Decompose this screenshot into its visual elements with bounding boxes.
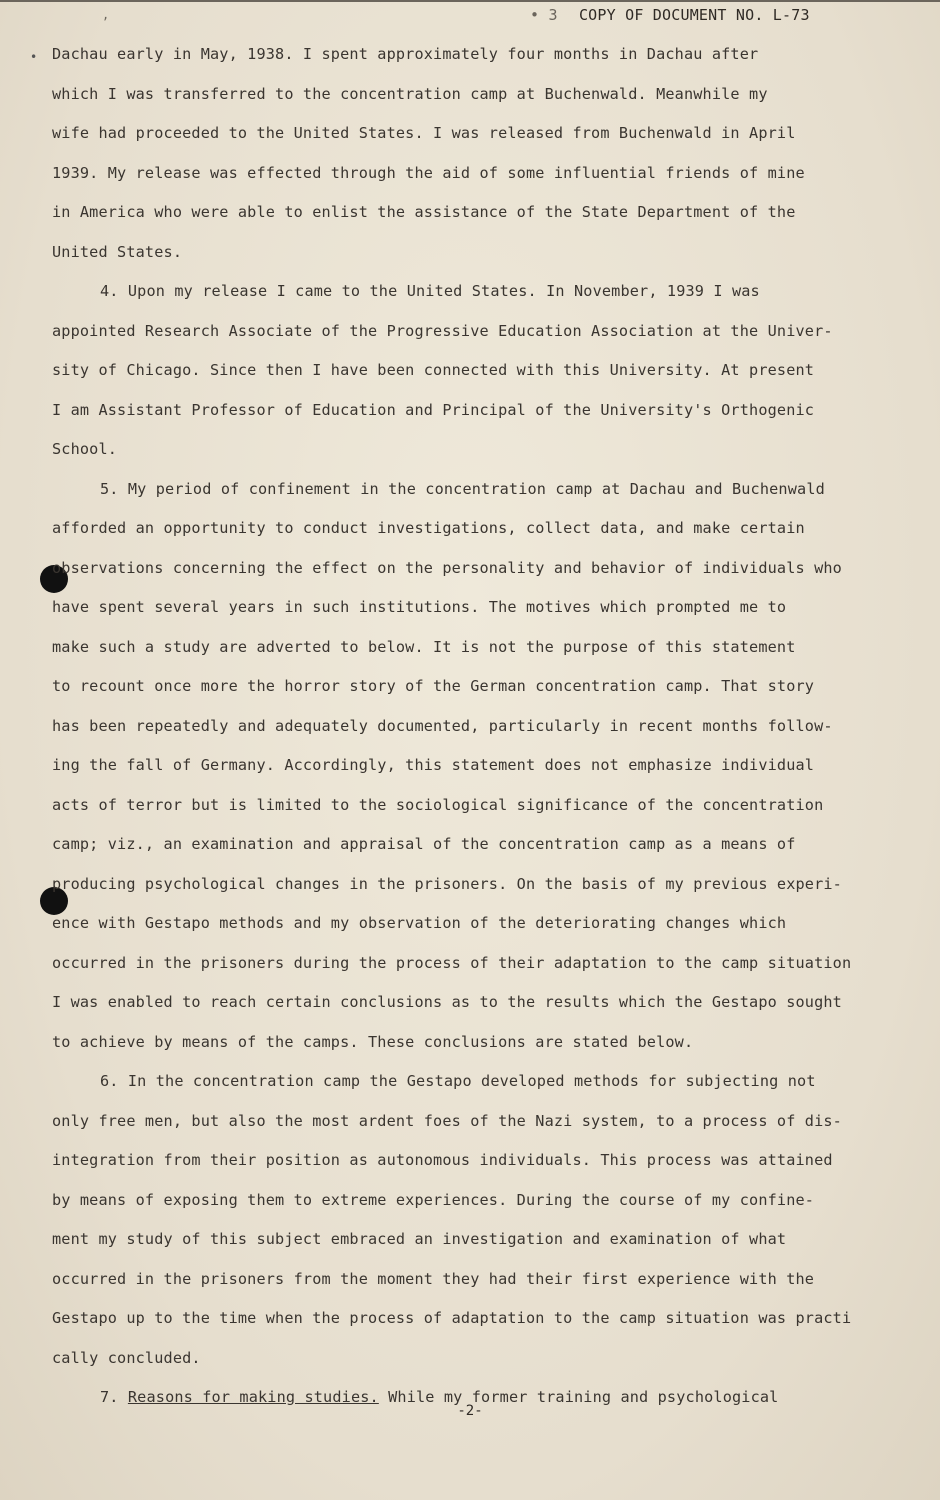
text-line: appointed Research Associate of the Progressive Education Association at the Univer- bbox=[52, 321, 833, 340]
text-line: by means of exposing them to extreme experiences. During the course of my confine- bbox=[52, 1190, 815, 1209]
text-line: observations concerning the effect on the personality and behavior of individuals who bbox=[52, 558, 842, 577]
text-line: cally concluded. bbox=[52, 1348, 201, 1367]
paragraph-start: 5. My period of confinement in the concentration camp at Dachau and Buchenwald bbox=[100, 479, 825, 498]
text-line: occurred in the prisoners during the process of their adaptation to the camp situation bbox=[52, 953, 852, 972]
text-line: United States. bbox=[52, 242, 183, 261]
text-line: ence with Gestapo methods and my observation of the deteriorating changes which bbox=[52, 914, 787, 932]
text-line: has been repeatedly and adequately documented, particularly in recent months follow- bbox=[52, 716, 833, 735]
text-line: School. bbox=[52, 440, 118, 458]
paragraph-number: 7. bbox=[100, 1388, 119, 1406]
text-line: have spent several years in such institutions. The motives which prompted me to bbox=[52, 598, 787, 616]
tick-mark: , bbox=[102, 8, 110, 22]
text-line: camp; viz., an examination and appraisal of the concentration camp as a means of bbox=[52, 835, 796, 853]
body-text bbox=[52, 38, 876, 1421]
text-line: sity of Chicago. Since then I have been connected with this University. At present bbox=[52, 361, 815, 379]
text-line: Dachau early in May, 1938. I spent approximately four months in Dachau after bbox=[52, 45, 759, 63]
document-header bbox=[530, 6, 930, 26]
text-line: integration from their position as autonomous individuals. This process was attained bbox=[52, 1151, 833, 1169]
text-line: occurred in the prisoners from the moment they had their first experience with the bbox=[52, 1269, 815, 1288]
text-line: producing psychological changes in the prisoners. On the basis of my previous experi- bbox=[52, 874, 842, 893]
section-heading: Reasons for making studies. bbox=[127, 1388, 379, 1406]
text-line: only free men, but also the most ardent foes of the Nazi system, to a process of dis- bbox=[52, 1111, 842, 1130]
text-line: in America who were able to enlist the assistance of the State Department of the bbox=[52, 203, 796, 221]
page-number: -2- bbox=[457, 1403, 483, 1419]
paragraph-start: 4. Upon my release I came to the United States. In November, 1939 I was bbox=[100, 282, 760, 300]
document-title: COPY OF DOCUMENT NO. L-73 bbox=[578, 6, 810, 24]
header-marks: • 3 bbox=[530, 6, 558, 24]
text-line: make such a study are adverted to below. It is not the purpose of this statement bbox=[52, 637, 796, 656]
text-line: 1939. My release was effected through the aid of some influential friends of mine bbox=[52, 163, 805, 182]
text-line: to recount once more the horror story of the German concentration camp. That story bbox=[52, 677, 815, 695]
text-line: wife had proceeded to the United States. I was released from Buchenwald in April bbox=[52, 124, 796, 142]
paragraph-start: 6. In the concentration camp the Gestapo developed methods for subjecting not bbox=[100, 1072, 816, 1090]
text-line: which I was transferred to the concentration camp at Buchenwald. Meanwhile my bbox=[52, 84, 768, 103]
text-line: afforded an opportunity to conduct investigations, collect data, and make certain bbox=[52, 519, 805, 537]
margin-mark: • bbox=[30, 50, 38, 64]
text-fragment: While my former training and psychological bbox=[388, 1388, 779, 1406]
top-border bbox=[0, 0, 940, 2]
text-line: ing the fall of Germany. Accordingly, this statement does not emphasize individual bbox=[52, 756, 815, 774]
text-line: I am Assistant Professor of Education and Principal of the University's Orthogenic bbox=[52, 400, 815, 419]
text-line: to achieve by means of the camps. These conclusions are stated below. bbox=[52, 1032, 694, 1051]
text-line: ment my study of this subject embraced an investigation and examination of what bbox=[52, 1230, 787, 1248]
text-line: acts of terror but is limited to the sociological significance of the concentration bbox=[52, 795, 824, 814]
text-line: I was enabled to reach certain conclusions as to the results which the Gestapo sought bbox=[52, 993, 842, 1011]
text-line: Gestapo up to the time when the process of adaptation to the camp situation was practi bbox=[52, 1309, 852, 1327]
